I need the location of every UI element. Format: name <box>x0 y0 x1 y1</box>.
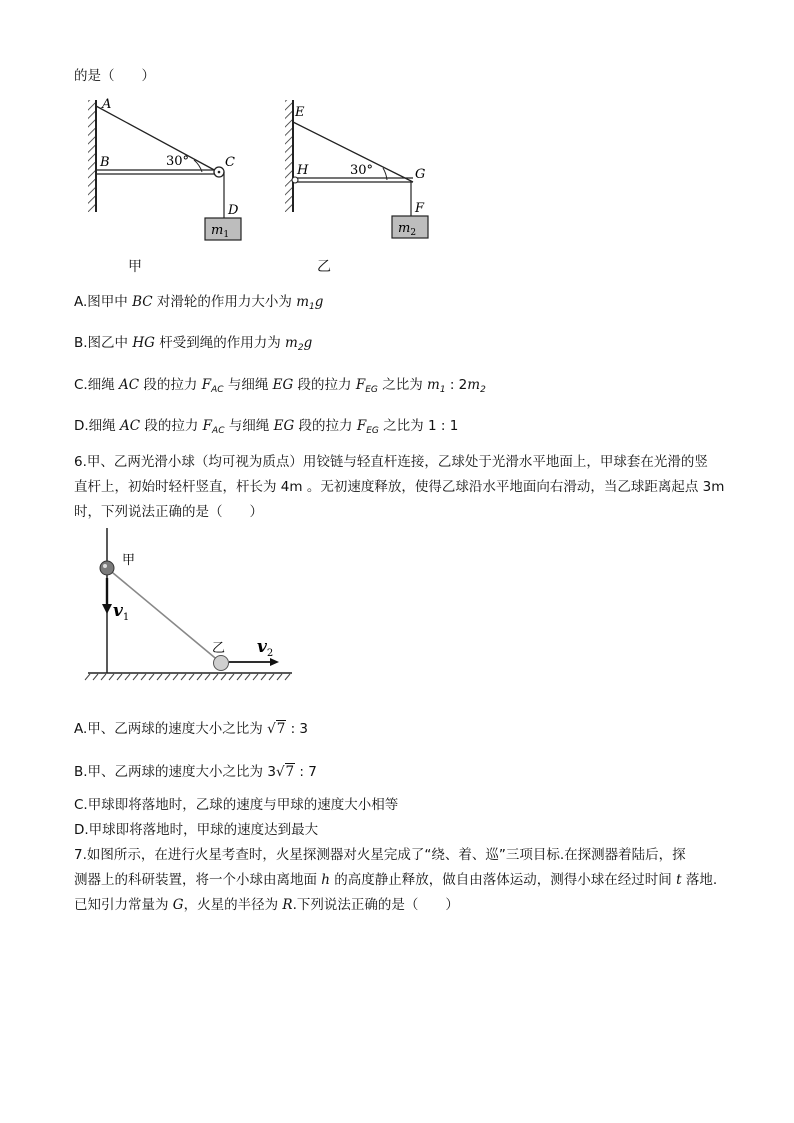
mass-label: m <box>211 223 224 238</box>
angle-label: 30° <box>166 154 190 169</box>
q7-stem-line3: 已知引力常量为 G，火星的半径为 R.下列说法正确的是（ ） <box>74 897 459 913</box>
figure-q6 <box>82 528 302 684</box>
q5-option-c: C.细绳 AC 段的拉力 $F_{AC}$ 与细绳 EG 段的拉力 $F_{EG}$ 之比为 $m_1$ : $2m_2$ <box>74 377 486 395</box>
q6-stem-line1: 6.甲、乙两光滑小球（均可视为质点）用铰链与轻直杆连接，乙球处于光滑水平地面上，甲球套在光滑的竖 <box>74 454 708 470</box>
label-e: E <box>295 105 305 120</box>
q6-option-d: D.甲球即将落地时，甲球的速度达到最大 <box>74 822 319 838</box>
ball-yi-label: 乙 <box>212 641 226 656</box>
q6-option-c: C.甲球即将落地时，乙球的速度与甲球的速度大小相等 <box>74 797 399 813</box>
label-h: H <box>297 163 309 178</box>
v2-label: v <box>257 637 267 657</box>
angle-label: 30° <box>350 163 374 178</box>
q5-option-a: A.图甲中 BC 对滑轮的作用力大小为 $m_1g$ <box>74 294 324 312</box>
label-g: G <box>415 167 426 182</box>
q7-stem-line1: 7.如图所示，在进行火星考查时，火星探测器对火星完成了“绕、着、巡”三项目标.在探测器着陆后，探 <box>74 847 686 863</box>
caption-jia: 甲 <box>128 259 142 275</box>
label-f: F <box>415 201 425 216</box>
v2-sub: 2 <box>266 648 274 659</box>
q6-stem-line2: 直杆上，初始时轻杆竖直，杆长为 4m 。无初速度释放，使得乙球沿水平地面向右滑动，当乙球距离起点 3m <box>74 479 725 495</box>
q5-stem-tail: 的是（ ） <box>74 68 155 84</box>
mass-sub: 2 <box>410 228 417 238</box>
mass-label: m <box>398 221 411 236</box>
q6-stem-line3: 时，下列说法正确的是（ ） <box>74 504 263 520</box>
label-c: C <box>225 155 235 170</box>
svg-text:v1 <box>113 601 129 623</box>
svg-text:v2 <box>257 637 273 659</box>
v1-sub: 1 <box>122 612 130 623</box>
q7-stem-line2: 测器上的科研装置，将一个小球由离地面 h 的高度静止释放，做自由落体运动，测得小球在经过时间 t 落地. <box>74 872 718 888</box>
mass-sub: 1 <box>223 230 230 240</box>
label-a: A <box>102 97 112 112</box>
figure-jia <box>80 92 260 252</box>
v1-label: v <box>113 601 123 621</box>
q5-option-b: B.图乙中 HG 杆受到绳的作用力为 $m_2g$ <box>74 335 313 353</box>
label-b: B <box>100 155 110 170</box>
q6-option-a: A.甲、乙两球的速度大小之比为 √7 : 3 <box>74 721 309 737</box>
label-d: D <box>228 203 239 218</box>
figure-yi <box>277 92 447 252</box>
q5-option-d: D.细绳 AC 段的拉力 $F_{AC}$ 与细绳 EG 段的拉力 $F_{EG}$ 之比为 1 : 1 <box>74 418 459 436</box>
q6-option-b: B.甲、乙两球的速度大小之比为 3√7 : 7 <box>74 764 317 780</box>
caption-yi: 乙 <box>317 259 331 275</box>
ball-jia-label: 甲 <box>122 553 136 568</box>
